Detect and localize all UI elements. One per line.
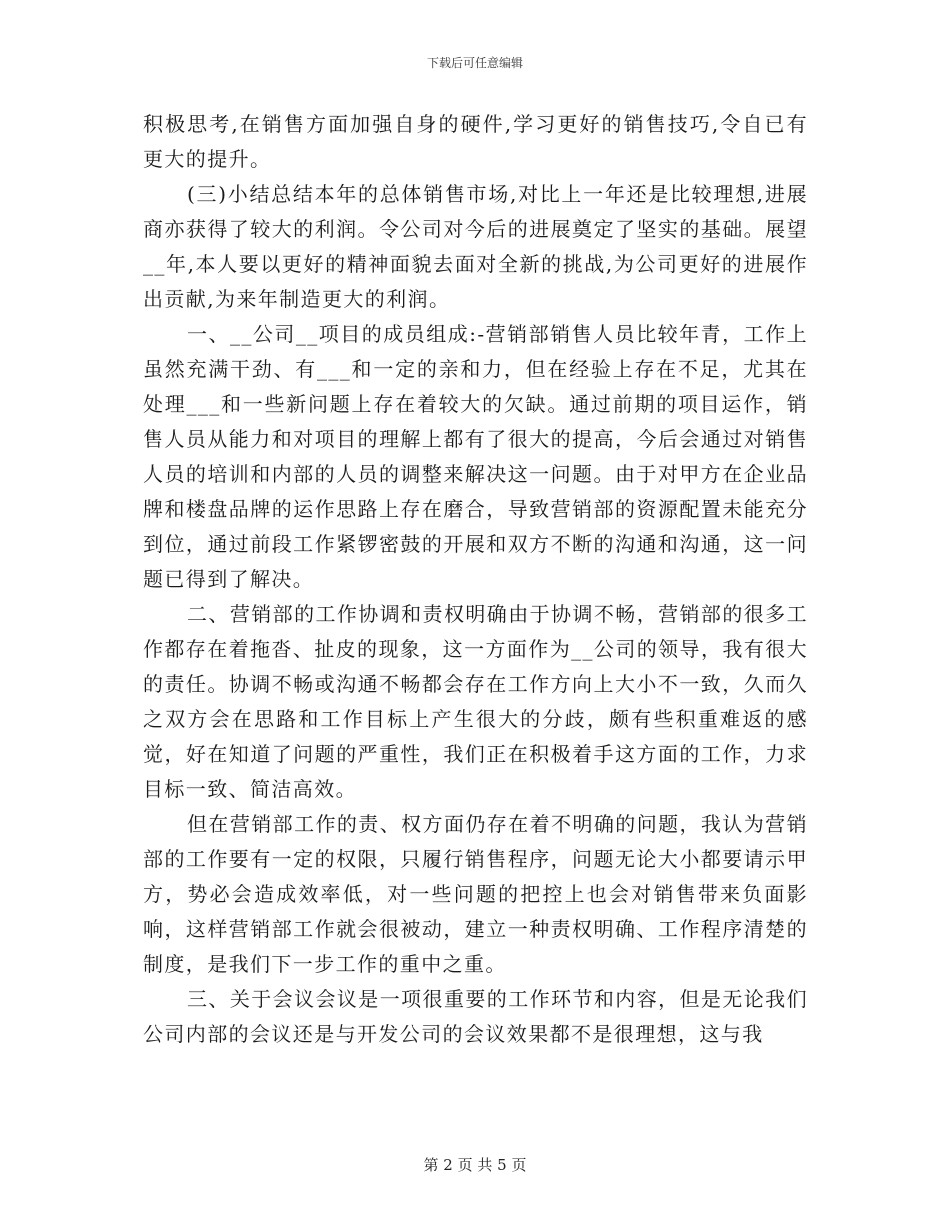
document-body xyxy=(143,107,808,1052)
paragraph-5: 但在营销部工作的责、权方面仍存在着不明确的问题，我认为营销部的工作要有一定的权限，只履行销售程序，问题无论大小都要请示甲方，势必会造成效率低，对一些问题的把控上也会对销售带来负面影响，这样营销部工作就会很被动，建立一种责权明确、工作程序清楚的制度，是我们下一步工作的重中之重。 xyxy=(143,812,808,976)
paragraph-3: 一、__公司__项目的成员组成:-营销部销售人员比较年青，工作上虽然充满干劲、有___和一定的亲和力，但在经验上存在不足，尤其在处理___和一些新问题上存在着较大的欠缺。通过前期的项目运作，销售人员从能力和对项目的理解上都有了很大的提高，今后会通过对销售人员的培训和内部的人员的调整来解决这一问题。由于对甲方在企业品牌和楼盘品牌的运作思路上存在磨合，导致营销部的资源配置未能充分到位，通过前段工作紧锣密鼓的开展和双方不断的沟通和沟通，这一问题已得到了解决。 xyxy=(143,322,808,591)
paragraph-2: (三)小结总结本年的总体销售市场,对比上一年还是比较理想,进展商亦获得了较大的利润。令公司对今后的进展奠定了坚实的基础。展望__年,本人要以更好的精神面貌去面对全新的挑战,为公司更好的进展作出贡献,为来年制造更大的利润。 xyxy=(143,182,808,311)
page-header: 下载后可任意编辑 xyxy=(426,56,523,70)
paragraph-1: 积极思考,在销售方面加强自身的硬件,学习更好的销售技巧,令自已有更大的提升。 xyxy=(143,112,808,171)
paragraph-6: 三、关于会议会议是一项很重要的工作环节和内容，但是无论我们公司内部的会议还是与开发公司的会议效果都不是很理想，这与我 xyxy=(143,987,808,1046)
paragraph-4: 二、营销部的工作协调和责权明确由于协调不畅，营销部的很多工作都存在着拖沓、扯皮的现象，这一方面作为__公司的领导，我有很大的责任。协调不畅或沟通不畅都会存在工作方向上大小不一致，久而久之双方会在思路和工作目标上产生很大的分歧，颇有些积重难返的感觉，好在知道了问题的严重性，我们正在积极着手这方面的工作，力求目标一致、简洁高效。 xyxy=(143,602,808,801)
page-footer: 第 2 页 共 5 页 xyxy=(423,1156,527,1174)
